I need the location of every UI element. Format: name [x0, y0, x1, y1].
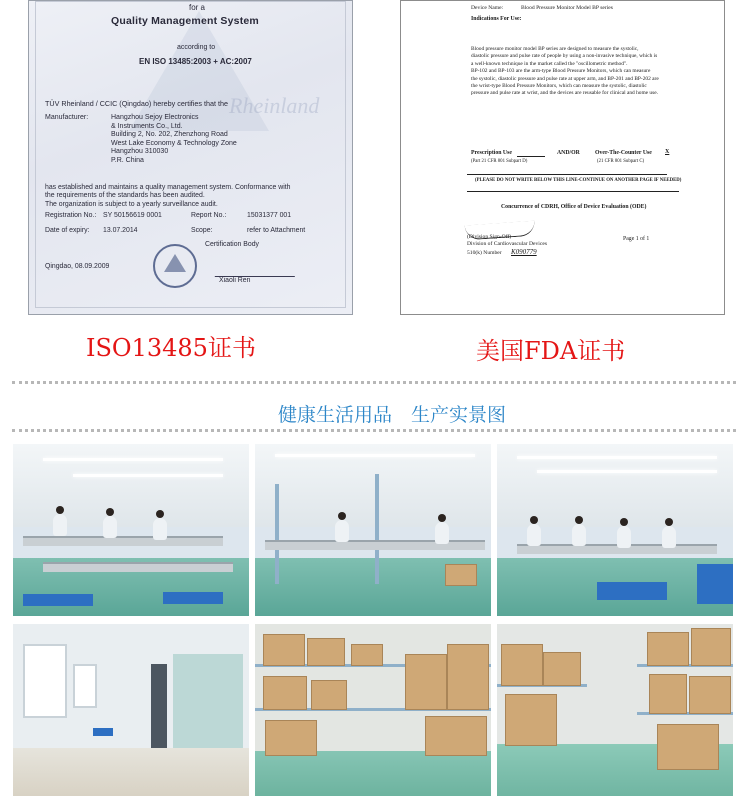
division-name: Division of Cardiovascular Devices	[467, 241, 548, 247]
indications-label: Indications For Use:	[471, 16, 522, 22]
k510-number: K090779	[511, 248, 537, 256]
scope-value: refer to Attachment	[247, 227, 306, 234]
section-title: 健康生活用品 生产实景图	[278, 404, 507, 426]
registration-number: SY 50156619 0001	[103, 212, 162, 219]
photo-warehouse-aisle	[497, 624, 733, 796]
otc-mark: X	[665, 149, 670, 155]
cert-according-to: according to	[177, 44, 216, 51]
fda-caption: 美国FDA证书	[476, 337, 626, 365]
cert-title: Quality Management System	[111, 15, 259, 27]
expiry-label: Date of expiry:	[45, 227, 90, 234]
prescription-cfr: (Part 21 CFR 801 Subpart D)	[471, 159, 528, 164]
scope-label: Scope:	[191, 227, 213, 234]
fda-document-image	[400, 0, 725, 315]
and-or: AND/OR	[557, 150, 580, 156]
report-label: Report No.:	[191, 212, 227, 219]
page-number: Page 1 of 1	[623, 236, 650, 242]
division-signoff: (Division Sign-Off)	[467, 234, 512, 240]
device-name-label: Device Name:	[471, 5, 504, 11]
section-divider-bottom	[12, 429, 736, 432]
photo-corridor	[13, 624, 249, 796]
iso13485-certificate-image	[28, 0, 353, 315]
do-not-write-notice: (PLEASE DO NOT WRITE BELOW THIS LINE-CONTINUE ON ANOTHER PAGE IF NEEDED)	[475, 178, 682, 183]
signature-line	[215, 264, 300, 277]
divider-bottom	[467, 191, 679, 192]
photo-warehouse	[255, 624, 491, 796]
section-divider-top	[12, 381, 736, 384]
divider-top	[467, 174, 667, 175]
cert-certifier-text: TÜV Rheinland / CCIC (Qingdao) hereby certifies that the	[45, 99, 228, 108]
otc-cfr: (21 CFR 801 Subpart C)	[597, 159, 645, 164]
otc-use: Over-The-Counter Use	[595, 150, 652, 156]
tuv-seal-icon	[153, 244, 197, 288]
device-name: Blood Pressure Monitor Model BP series	[521, 5, 613, 11]
watermark-text: Rheinland	[229, 93, 320, 118]
place-date: Qingdao, 08.09.2009	[45, 263, 110, 270]
cert-manufacturer-address: Hangzhou Sejoy Electronics & Instruments Co., Ltd. Building 2, No. 202, Zhenzhong Road West Lake Economy & Technology Zone Hangzhou 310030 P.R. China	[111, 114, 237, 164]
prescription-blank	[517, 156, 545, 157]
registration-label: Registration No.:	[45, 212, 97, 219]
iso-caption: ISO13485证书	[86, 334, 256, 362]
photo-assembly-line	[13, 444, 249, 616]
certification-body-label: Certification Body	[205, 241, 260, 248]
photo-workbenches	[255, 444, 491, 616]
concurrence-line: Concurrence of CDRH, Office of Device Evaluation (ODE)	[501, 204, 647, 210]
cert-body-text: has established and maintains a quality management system. Conformance with the requirements of the standards has been audited. The organization is subject to a yearly surveillance audit.	[45, 184, 291, 208]
cert-standard: EN ISO 13485:2003 + AC:2007	[139, 57, 252, 66]
expiry-date: 13.07.2014	[103, 227, 138, 234]
signatory-name: Xiaoli Ren	[219, 277, 251, 284]
cert-for-a: for a	[189, 3, 206, 12]
prescription-use: Prescription Use	[471, 150, 512, 156]
photo-production-hall	[497, 444, 733, 616]
cert-manufacturer-label: Manufacturer:	[45, 114, 89, 121]
indications-paragraph: Blood pressure monitor model BP series are designed to measure the systolic, diastolic pressure and pulse rate of people by using a non-invasive technique, which is a well-known technique in the market called the "oscillometric method". BP-102 and BP-103 are the arm-type Blood Pressure Monitors, which can measure the systolic, diastolic pressure and pulse rate at upper arm, and BP-201 and BP-202 are the wrist-type Blood Pressure Monitors, which can measure the systolic, diastolic pressure and pulse rate at wrist, and the devices are reusable for clinical and home use.	[471, 46, 659, 97]
k510-label: 510(k) Number	[467, 250, 502, 256]
report-number: 15031377 001	[247, 212, 292, 219]
